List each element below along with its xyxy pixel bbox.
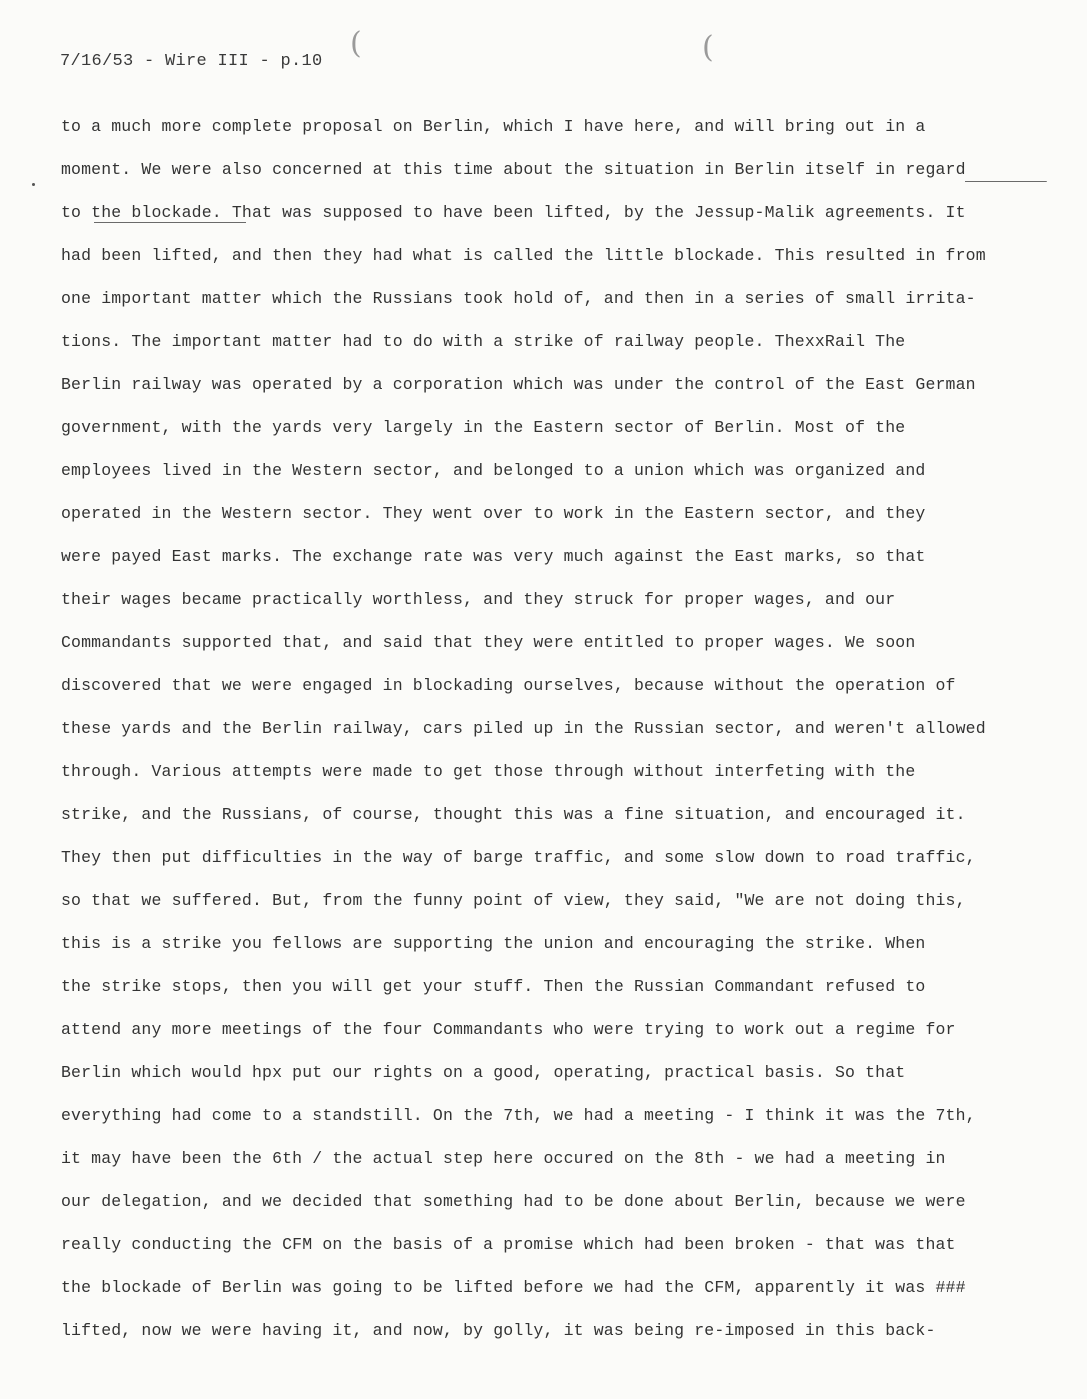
text-line-14: discovered that we were engaged in blockading ourselves, because without the operation of bbox=[61, 676, 956, 695]
punch-hole-mark-right: ( bbox=[702, 30, 714, 65]
text-line-7: Berlin railway was operated by a corporation which was under the control of the East German bbox=[61, 375, 976, 394]
text-line-8: government, with the yards very largely in the Eastern sector of Berlin. Most of the bbox=[61, 418, 906, 437]
text-line-2: moment. We were also concerned at this time about the situation in Berlin itself in regard bbox=[61, 160, 966, 179]
text-line-24: everything had come to a standstill. On the 7th, we had a meeting - I think it was the 7th, bbox=[61, 1106, 976, 1125]
page-header: 7/16/53 - Wire III - p.10 bbox=[60, 52, 323, 71]
text-line-26: our delegation, and we decided that something had to be done about Berlin, because we were bbox=[61, 1192, 966, 1211]
text-line-22: attend any more meetings of the four Commandants who were trying to work out a regime for bbox=[61, 1020, 956, 1039]
margin-mark bbox=[32, 183, 35, 186]
text-line-4: had been lifted, and then they had what is called the little blockade. This resulted in from bbox=[61, 246, 986, 265]
punch-hole-mark-left: ( bbox=[350, 26, 362, 61]
text-line-6: tions. The important matter had to do with a strike of railway people. ThexxRail The bbox=[61, 332, 906, 351]
text-line-25: it may have been the 6th / the actual step here occured on the 8th - we had a meeting in bbox=[61, 1149, 946, 1168]
text-line-9: employees lived in the Western sector, and belonged to a union which was organized and bbox=[61, 461, 926, 480]
text-line-21: the strike stops, then you will get your stuff. Then the Russian Commandant refused to bbox=[61, 977, 926, 996]
text-line-1: to a much more complete proposal on Berlin, which I have here, and will bring out in a bbox=[61, 117, 926, 136]
text-line-15: these yards and the Berlin railway, cars piled up in the Russian sector, and weren't allowed bbox=[61, 719, 986, 738]
document-body bbox=[61, 113, 1061, 1360]
text-line-18: They then put difficulties in the way of barge traffic, and some slow down to road traffic, bbox=[61, 848, 976, 867]
text-line-23: Berlin which would hpx put our rights on a good, operating, practical basis. So that bbox=[61, 1063, 906, 1082]
text-line-12: their wages became practically worthless, and they struck for proper wages, and our bbox=[61, 590, 896, 609]
text-line-29: lifted, now we were having it, and now, by golly, it was being re-imposed in this back- bbox=[61, 1321, 936, 1340]
text-line-20: this is a strike you fellows are supporting the union and encouraging the strike. When bbox=[61, 934, 926, 953]
text-line-5: one important matter which the Russians took hold of, and then in a series of small irrita- bbox=[61, 289, 976, 308]
text-line-16: through. Various attempts were made to get those through without interfeting with the bbox=[61, 762, 916, 781]
text-line-27: really conducting the CFM on the basis of a promise which had been broken - that was that bbox=[61, 1235, 956, 1254]
text-line-19: so that we suffered. But, from the funny point of view, they said, "We are not doing this, bbox=[61, 891, 966, 910]
text-line-13: Commandants supported that, and said that they were entitled to proper wages. We soon bbox=[61, 633, 916, 652]
text-line-10: operated in the Western sector. They went over to work in the Eastern sector, and they bbox=[61, 504, 926, 523]
text-line-28: the blockade of Berlin was going to be lifted before we had the CFM, apparently it was ### bbox=[61, 1278, 966, 1297]
text-line-3: to the blockade. That was supposed to have been lifted, by the Jessup-Malik agreements. It bbox=[61, 203, 966, 222]
text-line-17: strike, and the Russians, of course, thought this was a fine situation, and encouraged it. bbox=[61, 805, 966, 824]
text-line-11: were payed East marks. The exchange rate was very much against the East marks, so that bbox=[61, 547, 926, 566]
